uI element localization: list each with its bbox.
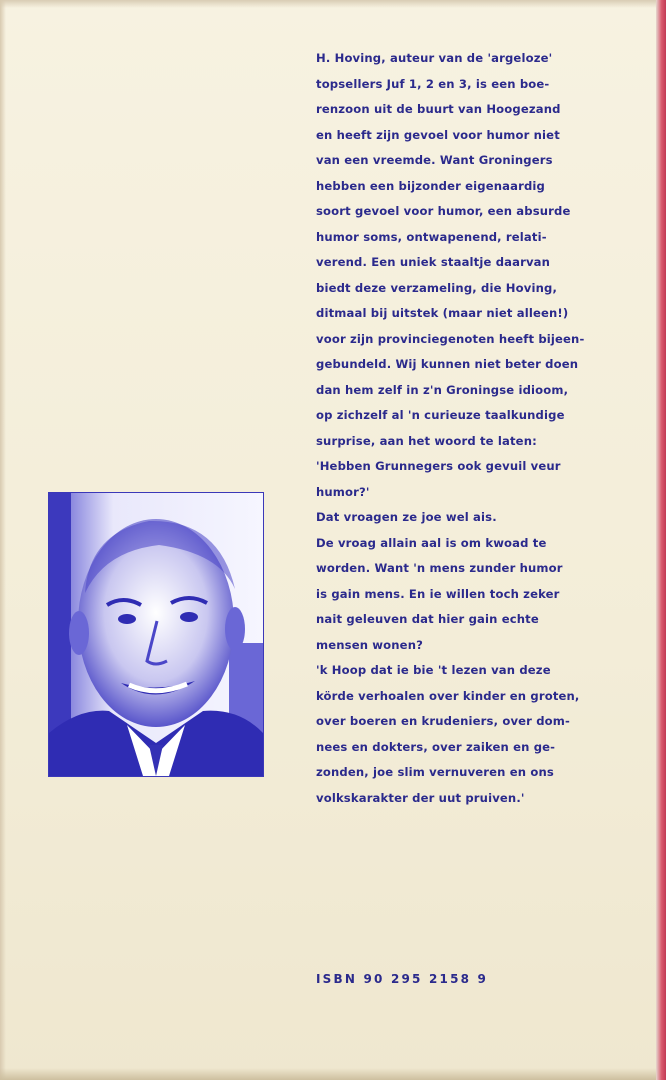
blurb-line: soort gevoel voor humor, een absurde: [316, 204, 571, 218]
blurb-line: is gain mens. En ie willen toch zeker: [316, 586, 560, 601]
blurb-line: humor?': [316, 484, 370, 499]
blurb-line: volkskarakter der uut pruiven.': [316, 790, 525, 805]
blurb-line: verend. Een uniek staaltje daarvan: [316, 255, 551, 269]
blurb-line: worden. Want 'n mens zunder humor: [316, 561, 563, 575]
blurb-line: 'Hebben Grunnegers ook gevuil veur: [316, 459, 561, 473]
blurb-line: nait geleuven dat hier gain echte: [316, 612, 539, 626]
blurb-line: 'k Hoop dat ie bie 't lezen van deze: [316, 663, 551, 677]
cover-bottom-edge: [0, 1068, 666, 1080]
blurb-text: [316, 46, 646, 811]
blurb-line: De vroag allain aal is om kwoad te: [316, 535, 547, 550]
blurb-line: nees en dokters, over zaiken en ge-: [316, 739, 556, 754]
blurb-line: renzoon uit de buurt van Hoogezand: [316, 102, 561, 116]
blurb-line: van een vreemde. Want Groningers: [316, 153, 553, 167]
blurb-line: surprise, aan het woord te laten:: [316, 433, 537, 448]
blurb-line: körde verhoalen over kinder en groten,: [316, 688, 580, 703]
blurb-line: mensen wonen?: [316, 637, 423, 652]
author-portrait-illustration: [49, 493, 263, 776]
spine-edge: [656, 0, 666, 1080]
cover-top-edge: [0, 0, 666, 8]
author-portrait-photo: [48, 492, 264, 777]
blurb-line: zonden, joe slim vernuveren en ons: [316, 765, 554, 779]
blurb-line: biedt deze verzameling, die Hoving,: [316, 280, 557, 295]
isbn-number: ISBN 90 295 2158 9: [316, 972, 489, 986]
blurb-line: H. Hoving, auteur van de 'argeloze': [316, 51, 553, 65]
blurb-line: humor soms, ontwapenend, relati-: [316, 229, 547, 244]
blurb-line: Dat vroagen ze joe wel ais.: [316, 510, 497, 524]
blurb-line: topsellers Juf 1, 2 en 3, is een boe-: [316, 76, 550, 91]
blurb-line: gebundeld. Wij kunnen niet beter doen: [316, 357, 579, 371]
cover-left-edge: [0, 0, 6, 1080]
blurb-line: ditmaal bij uitstek (maar niet alleen!): [316, 306, 569, 320]
blurb-line: en heeft zijn gevoel voor humor niet: [316, 127, 560, 142]
blurb-line: voor zijn provinciegenoten heeft bijeen-: [316, 331, 585, 346]
blurb-line: op zichzelf al 'n curieuze taalkundige: [316, 408, 565, 422]
blurb-line: over boeren en krudeniers, over dom-: [316, 714, 570, 728]
blurb-line: hebben een bijzonder eigenaardig: [316, 178, 546, 193]
blurb-line: dan hem zelf in z'n Groningse idioom,: [316, 382, 569, 397]
